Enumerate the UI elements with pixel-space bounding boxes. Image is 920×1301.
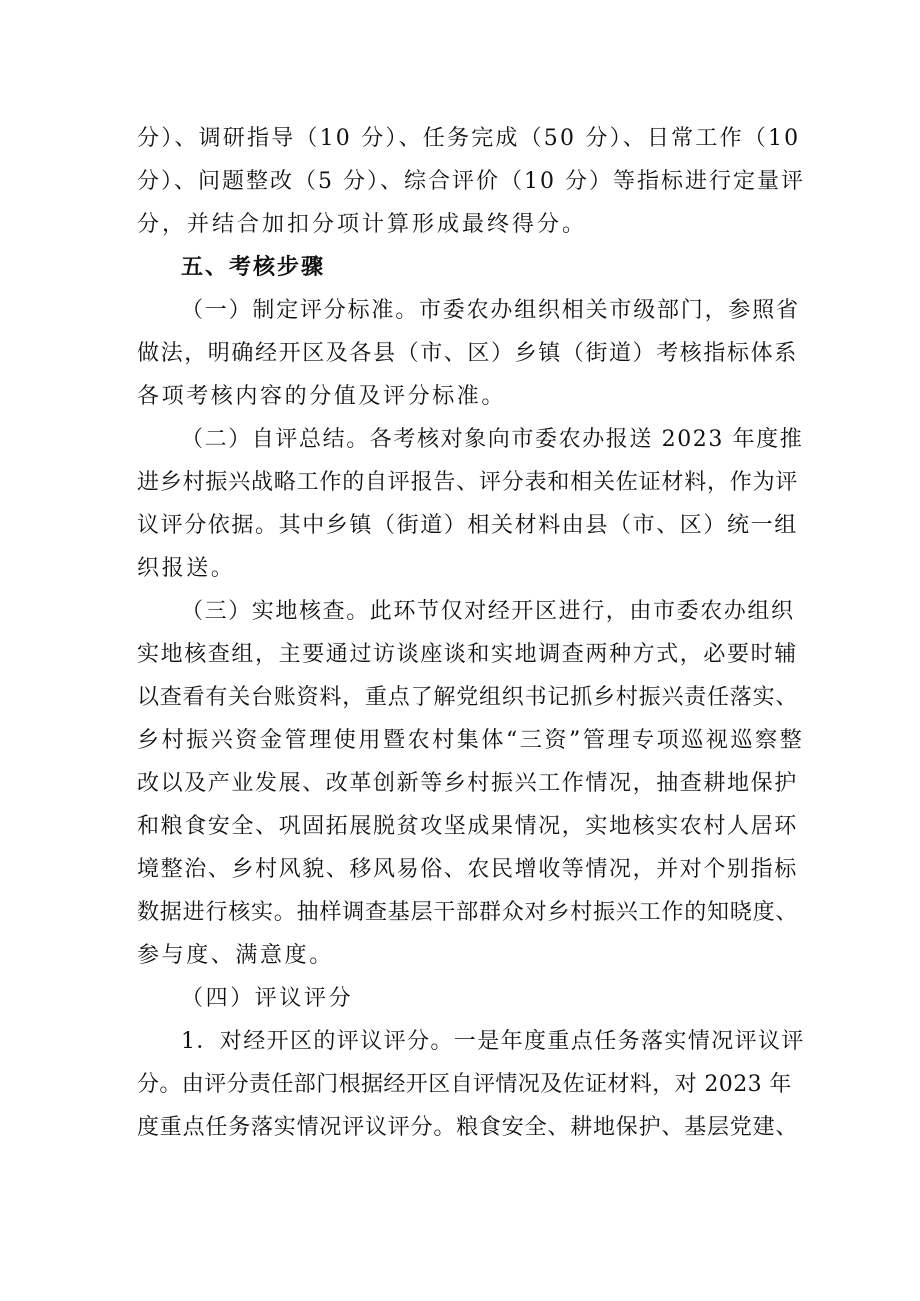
text-line [0, 1110, 920, 1146]
section-heading-text: 五、考核步骤 [181, 255, 326, 280]
text-line-content: 分，并结合加扣分项计算形成最终得分。 [137, 212, 588, 237]
text-line [0, 207, 920, 243]
text-line-content: 各项考核内容的分值及评分标准。 [137, 384, 507, 409]
text-line-content: 分）、调研指导（10 分）、任务完成（50 分）、日常工作（10 [137, 126, 801, 151]
text-line [0, 766, 920, 802]
text-line-content: 参与度、满意度。 [137, 943, 334, 968]
text-line [0, 336, 920, 372]
text-line [0, 1067, 920, 1103]
text-line [0, 379, 920, 415]
text-line-content: 改以及产业发展、改革创新等乡村振兴工作情况，抽查耕地保护 [137, 771, 798, 796]
text-line-content: 进乡村振兴战略工作的自评报告、评分表和相关佐证材料，作为评 [137, 470, 799, 495]
text-line [0, 121, 920, 157]
text-line [0, 293, 920, 329]
text-line-content: （四）评议评分 [181, 986, 354, 1011]
text-line [0, 680, 920, 716]
text-line [0, 938, 920, 974]
text-line [0, 852, 920, 888]
text-line-content: 度重点任务落实情况评议评分。粮食安全、耕地保护、基层党建、 [137, 1115, 799, 1140]
text-line-content: 分）、问题整改（5 分）、综合评价（10 分）等指标进行定量评 [137, 169, 805, 194]
text-line [0, 164, 920, 200]
text-line [0, 809, 920, 845]
text-line-content: （一）制定评分标准。市委农办组织相关市级部门，参照省 [181, 298, 800, 323]
text-line-content: （三）实地核查。此环节仅对经开区进行，由市委农办组织 [181, 599, 795, 624]
text-line [0, 422, 920, 458]
text-line [0, 508, 920, 544]
text-line [0, 895, 920, 931]
text-line [0, 551, 920, 587]
text-line [0, 637, 920, 673]
text-line [0, 594, 920, 630]
text-line-content: 织报送。 [137, 556, 236, 581]
text-line-content: 议评分依据。其中乡镇（街道）相关材料由县（市、区）统一组 [137, 513, 798, 538]
text-line [0, 465, 920, 501]
text-line-content: 数据进行核实。抽样调查基层干部群众对乡村振兴工作的知晓度、 [137, 900, 799, 925]
text-line-content: 和粮食安全、巩固拓展脱贫攻坚成果情况，实地核实农村人居环 [137, 814, 798, 839]
text-line-content: 乡村振兴资金管理使用暨农村集体“三资”管理专项巡视巡察整 [137, 728, 805, 753]
text-line-content: （二）自评总结。各考核对象向市委农办报送 2023 年度推 [181, 427, 804, 452]
text-line-content: 以查看有关台账资料，重点了解党组织书记抓乡村振兴责任落实、 [137, 685, 799, 710]
text-line-content: 实地核查组，主要通过访谈座谈和实地调查两种方式，必要时辅 [137, 642, 798, 667]
text-line [0, 981, 920, 1017]
section-heading [0, 250, 920, 286]
text-line-content: 做法，明确经开区及各县（市、区）乡镇（街道）考核指标体系 [137, 341, 798, 366]
text-line-content: 分。由评分责任部门根据经开区自评情况及佐证材料，对 2023 年 [137, 1072, 792, 1097]
text-line-content: 1．对经开区的评议评分。一是年度重点任务落实情况评议评 [181, 1029, 805, 1054]
text-line-content: 境整治、乡村风貌、移风易俗、农民增收等情况，并对个别指标 [137, 857, 798, 882]
text-line [0, 723, 920, 759]
text-line [0, 1024, 920, 1060]
